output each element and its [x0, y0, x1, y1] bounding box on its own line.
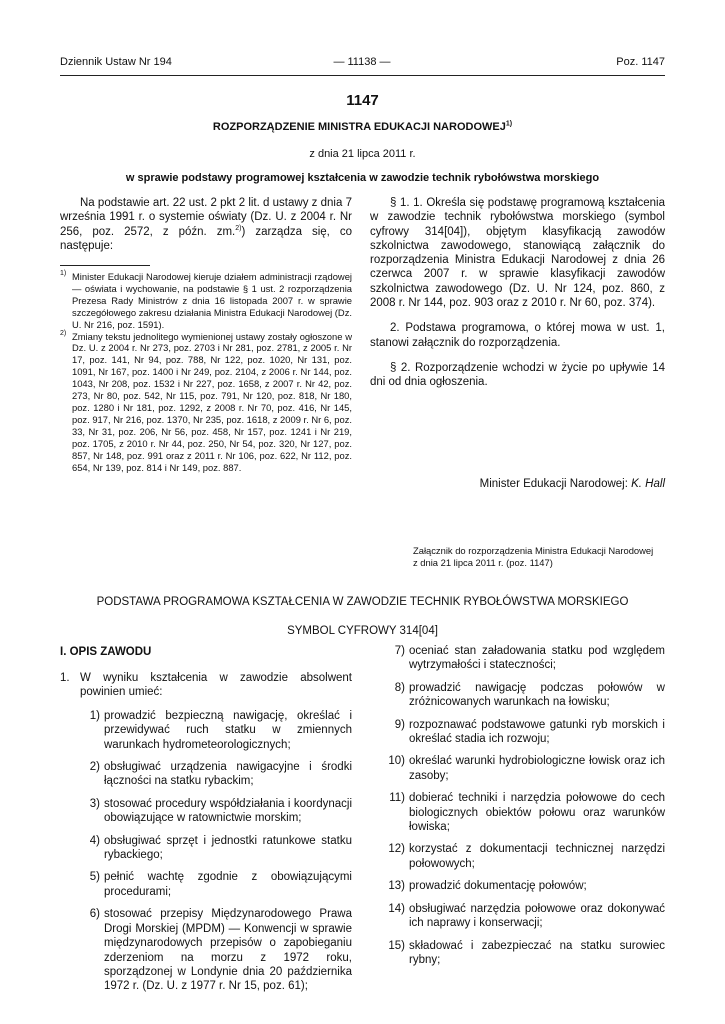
list-item	[370, 791, 665, 834]
list-left	[60, 671, 352, 1002]
header-rule	[60, 75, 665, 76]
section-heading: I. OPIS ZAWODU	[60, 646, 152, 658]
list-intro: 1. W wyniku kształcenia w zawodzie absolwent powinien umieć:	[60, 672, 352, 699]
list-item	[60, 709, 352, 752]
act-date: z dnia 21 lipca 2011 r.	[309, 148, 416, 160]
list-item-text: korzystać z dokumentacji technicznej narzędzi połowowych;	[409, 843, 665, 870]
list-item	[60, 870, 352, 899]
journal-name: Dziennik Ustaw Nr 194	[60, 56, 172, 68]
list-item-number: 9)	[394, 718, 405, 731]
list-item-text: oceniać stan załadowania statku pod względem wytrzymałości i stateczności;	[409, 645, 665, 672]
list-item-text: obsługiwać narzędzia połowowe oraz dokonywać ich naprawy i konserwacji;	[409, 902, 665, 930]
annex-note: Załącznik do rozporządzenia Ministra Edukacji Narodowej z dnia 21 lipca 2011 r. (poz. 1147)	[413, 545, 654, 568]
signature: Minister Edukacji Narodowej: K. Hall	[479, 478, 665, 490]
list-item	[370, 681, 665, 710]
list-item	[60, 797, 352, 826]
list-item-text: określać warunki hydrobiologiczne łowisk oraz ich zasoby;	[409, 755, 665, 782]
list-item-number: 5)	[89, 871, 100, 884]
list-item-number: 8)	[394, 681, 405, 694]
list-item-text: dobierać techniki i narzędzia połowowe do cech biologicznych obiektów połowu oraz warunków łowiska;	[409, 792, 665, 834]
list-item-text: składować i zabezpieczać na statku surowiec rybny;	[409, 939, 665, 966]
list-item-number: 1)	[89, 709, 100, 722]
list-item-text: stosować przepisy Międzynarodowego Prawa Drogi Morskiej (MPDM) — Konwencji w sprawie międzynarodowych przepisów o zapobieganiu zderzeniom na morzu z 1972 roku, sporządzonej w Londynie dnia 20 października 1972 r. (Dz. U. z 1977 r. Nr 15, poz. 61);	[104, 908, 352, 993]
list-item-text: obsługiwać urządzenia nawigacyjne i środki łączności na statku rybackim;	[104, 761, 352, 788]
list-right	[370, 644, 665, 975]
act-number: 1147	[346, 92, 379, 109]
footnote-rule	[60, 265, 150, 266]
list-item-number: 12)	[388, 843, 405, 856]
list-item-number: 3)	[89, 797, 100, 810]
paragraph-2: 2. Podstawa programowa, o której mowa w ust. 1, stanowi załącznik do rozporządzenia.	[370, 322, 665, 349]
paragraphs	[370, 196, 665, 390]
list-item	[60, 834, 352, 863]
list-item-text: stosować procedury współdziałania i koordynacji obowiązujące w ratownictwie morskim;	[104, 797, 352, 825]
list-item	[370, 644, 665, 673]
list-item	[370, 902, 665, 931]
list-item	[370, 879, 665, 893]
list-item-number: 14)	[388, 902, 405, 915]
preamble: Na podstawie art. 22 ust. 2 pkt 2 lit. d ustawy z dnia 7 września 1991 r. o systemie oświaty (Dz. U. z 2004 r. Nr 256, poz. 2572, z późn. zm.$^{2)}$) zarządza się, co następuje:	[60, 197, 353, 252]
footnote-2: 2) Zmiany tekstu jednolitego wymienionej ustawy zostały ogłoszone w Dz. U. z 2004 r. Nr 273, poz. 2703 i Nr 281, poz. 2781, z 2005 r. Nr 17, poz. 141, Nr 94, poz. 788, Nr 122, poz. 1020, Nr 131, poz. 1091, Nr 167, poz. 1400 i Nr 249, poz. 2104, z 2006 r. Nr 144, poz. 1043, Nr 208, poz. 1532 i Nr 227, poz. 1658, z 2007 r. Nr 42, poz. 273, Nr 80, poz. 542, Nr 115, poz. 791, Nr 120, poz. 818, Nr 180, poz. 1280 i Nr 181, poz. 1292, z 2008 r. Nr 70, poz. 416, Nr 145, poz. 917, Nr 216, poz. 1370, Nr 235, poz. 1618, z 2009 r. Nr 6, poz. 33, Nr 31, poz. 206, Nr 56, poz. 458, Nr 157, poz. 1241 i Nr 219, poz. 1705, z 2010 r. Nr 44, poz. 250, Nr 54, poz. 320, Nr 127, poz. 857, Nr 148, poz. 991 oraz z 2011 r. Nr 106, poz. 622, Nr 112, poz. 654, Nr 139, poz. 814 i Nr 149, poz. 887.	[60, 329, 352, 473]
paragraph-1: § 1. 1. Określa się podstawę programową kształcenia w zawodzie technik rybołówstwa morskiego (symbol cyfrowy 314[04]), objętym klasyfikacją zawodów szkolnictwa zawodowego, stanowiącą załącznik do rozporządzenia Ministra Edukacji Narodowej z dnia 26 czerwca 2007 r. w sprawie klasyfikacji zawodów szkolnictwa zawodowego (Dz. U. Nr 124, poz. 860, z 2008 r. Nr 144, poz. 903 oraz z 2010 r. Nr 60, poz. 374).	[370, 197, 665, 310]
list-item	[370, 754, 665, 783]
list-item	[370, 718, 665, 747]
list-item-number: 7)	[394, 645, 405, 657]
list-item	[60, 907, 352, 993]
list-item-number: 4)	[89, 834, 100, 847]
list-item-text: prowadzić bezpieczną nawigację, określać i przewidywać ruch statku w zmiennych warunkach hydrometeorologicznych;	[104, 709, 352, 751]
list-item	[370, 939, 665, 968]
position-number: Poz. 1147	[616, 56, 665, 68]
list-item-number: 15)	[388, 939, 405, 952]
list-item-text: pełnić wachtę zgodnie z obowiązującymi procedurami;	[104, 871, 352, 898]
list-item-text: prowadzić nawigację podczas połowów w zróżnicowanych warunkach na łowisku;	[409, 681, 665, 709]
list-item-number: 6)	[89, 908, 100, 921]
list-item-number: 10)	[388, 755, 405, 768]
list-item-text: obsługiwać sprzęt i jednostki ratunkowe statku rybackiego;	[104, 834, 352, 862]
act-subject: w sprawie podstawy programowej kształcenia w zawodzie technik rybołówstwa morskiego	[125, 172, 600, 184]
annex-title: PODSTAWA PROGRAMOWA KSZTAŁCENIA W ZAWODZIE TECHNIK RYBOŁÓWSTWA MORSKIEGO	[96, 596, 629, 608]
list-item-text: rozpoznawać podstawowe gatunki ryb morskich i określać stadia ich rozwoju;	[409, 718, 665, 746]
list-item	[370, 842, 665, 871]
annex-symbol: SYMBOL CYFROWY 314[04]	[287, 625, 438, 637]
list-item-text: prowadzić dokumentację połowów;	[409, 880, 587, 893]
list-item	[60, 760, 352, 789]
list-item-number: 11)	[389, 792, 405, 805]
act-title: ROZPORZĄDZENIE MINISTRA EDUKACJI NARODOWEJ$^{1)}$	[212, 120, 513, 133]
list-item-number: 2)	[89, 761, 100, 774]
list-item-number: 13)	[388, 880, 405, 893]
footnotes	[60, 271, 352, 473]
paragraph-3: § 2. Rozporządzenie wchodzi w życie po upływie 14 dni od dnia ogłoszenia.	[370, 361, 665, 389]
footnote-1: 1) Minister Edukacji Narodowej kieruje działem administracji rządowej — oświata i wychowanie, na podstawie § 1 ust. 2 rozporządzenia Prezesa Rady Ministrów z dnia 16 listopada 2007 r. w sprawie szczegółowego zakresu działania Ministra Edukacji Narodowej (Dz. U. Nr 216, poz. 1591).	[60, 270, 352, 330]
page-number: — 11138 —	[333, 56, 391, 68]
